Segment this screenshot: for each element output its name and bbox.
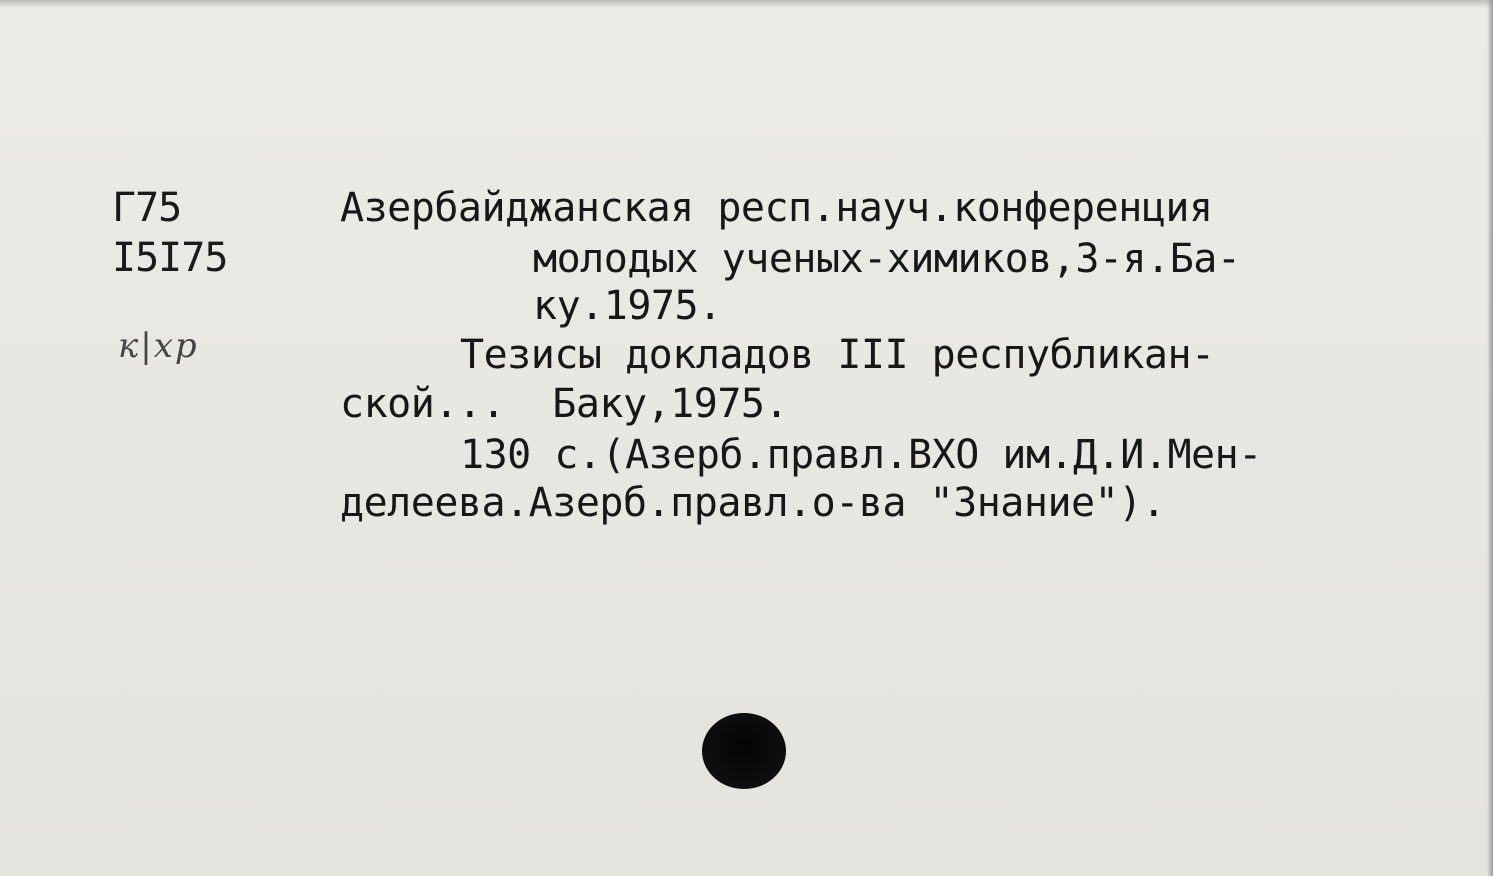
handwritten-mark: к|хр (118, 326, 199, 366)
text-line-5: ской... Баку,1975. (340, 381, 789, 427)
text-line-2: молодых ученых-химиков,3-я.Ба- (533, 236, 1241, 282)
punch-hole (702, 713, 786, 789)
call-number-line-2: I5I75 (112, 235, 228, 281)
text-line-4: Тезисы докладов III республикан- (460, 332, 1215, 378)
text-line-3: ку.1975. (533, 283, 722, 329)
text-line-6: 130 с.(Азерб.правл.ВХО им.Д.И.Мен- (460, 432, 1262, 478)
text-line-7: делеева.Азерб.правл.о-ва "Знание"). (340, 480, 1166, 526)
call-number-line-1: Г75 (112, 185, 182, 231)
text-line-1: Азербайджанская респ.науч.конференция (340, 185, 1213, 231)
